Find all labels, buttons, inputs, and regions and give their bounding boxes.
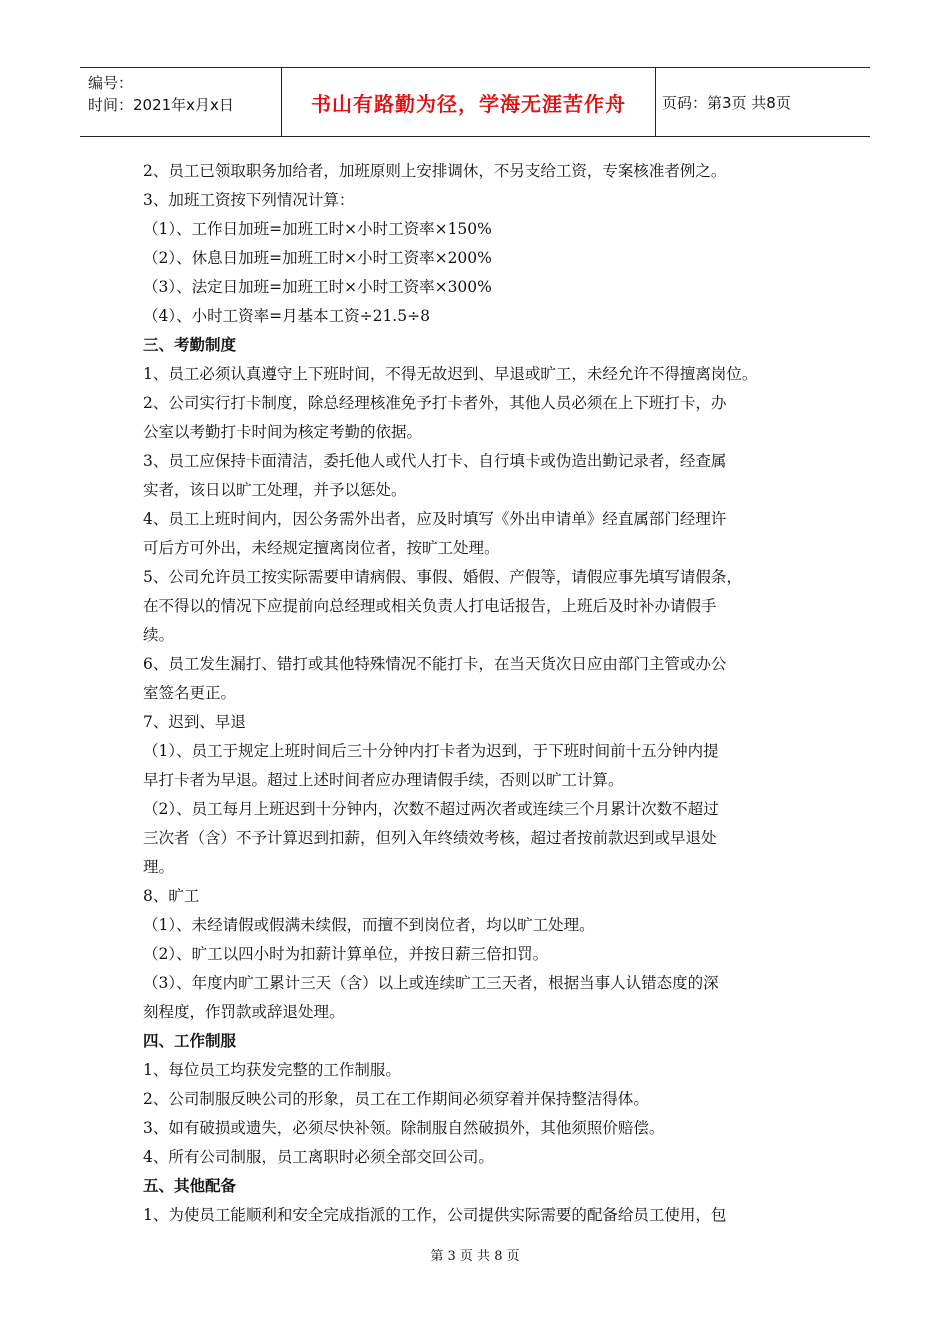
body-line: 早打卡者为早退。超过上述时间者应办理请假手续，否则以旷工计算。: [143, 771, 624, 789]
body-line: 公室以考勤打卡时间为核定考勤的依据。: [143, 423, 423, 441]
body-line: （1）、工作日加班=加班工时×小时工资率×150%: [143, 220, 492, 238]
body-line: 续。: [143, 626, 175, 644]
body-line: （2）、休息日加班=加班工时×小时工资率×200%: [143, 249, 492, 267]
body-line: 在不得以的情况下应提前向总经理或相关负责人打电话报告，上班后及时补办请假手: [143, 597, 717, 615]
body-line: （2）、员工每月上班迟到十分钟内，次数不超过两次者或连续三个月累计次数不超过: [143, 800, 719, 818]
document-body: [143, 157, 808, 1230]
body-line: 室签名更正。: [143, 684, 237, 702]
body-line: 可后方可外出，未经规定擅离岗位者，按旷工处理。: [143, 539, 500, 557]
section-heading: 五、其他配备: [143, 1177, 237, 1195]
body-line: 1、员工必须认真遵守上下班时间，不得无故迟到、早退或旷工，未经允许不得擅离岗位。: [143, 365, 758, 383]
body-line: 4、所有公司制服，员工离职时必须全部交回公司。: [143, 1148, 494, 1166]
body-line: 5、公司允许员工按实际需要申请病假、事假、婚假、产假等，请假应事先填写请假条，: [143, 568, 742, 586]
header-motto: 书山有路勤为径，学海无涯苦作舟: [311, 91, 626, 116]
body-line: 6、员工发生漏打、错打或其他特殊情况不能打卡，在当天货次日应由部门主管或办公: [143, 655, 727, 673]
body-line: 4、员工上班时间内，因公务需外出者，应及时填写《外出申请单》经直属部门经理许: [143, 510, 727, 528]
body-line: 实者，该日以旷工处理，并予以惩处。: [143, 481, 407, 499]
body-line: 2、公司实行打卡制度，除总经理核准免予打卡者外，其他人员必须在上下班打卡，办: [143, 394, 727, 412]
header-motto-cell: [282, 68, 656, 136]
body-line: 3、如有破损或遗失，必须尽快补领。除制服自然破损外，其他须照价赔偿。: [143, 1119, 665, 1137]
page-header: [80, 67, 870, 137]
header-page-cell: [656, 68, 870, 136]
body-line: 1、为使员工能顺利和安全完成指派的工作，公司提供实际需要的配备给员工使用，包: [143, 1206, 727, 1224]
body-line: 2、员工已领取职务加给者，加班原则上安排调休，不另支给工资，专案核准者例之。: [143, 162, 727, 180]
body-line: 2、公司制服反映公司的形象，员工在工作期间必须穿着并保持整洁得体。: [143, 1090, 649, 1108]
body-line: （3）、法定日加班=加班工时×小时工资率×300%: [143, 278, 492, 296]
document-date-label: 时间：2021年x月x日: [88, 96, 234, 114]
body-line: （3）、年度内旷工累计三天（含）以上或连续旷工三天者，根据当事人认错态度的深: [143, 974, 719, 992]
body-line: 理。: [143, 858, 175, 876]
body-line: 3、员工应保持卡面清洁，委托他人或代人打卡、自行填卡或伪造出勤记录者，经查属: [143, 452, 727, 470]
body-line: 三次者（含）不予计算迟到扣薪，但列入年终绩效考核，超过者按前款迟到或早退处: [143, 829, 717, 847]
body-line: 1、每位员工均获发完整的工作制服。: [143, 1061, 401, 1079]
body-line: 刻程度，作罚款或辞退处理。: [143, 1003, 345, 1021]
body-line: （4）、小时工资率=月基本工资÷21.5÷8: [143, 307, 430, 325]
body-line: （1）、未经请假或假满未续假，而擅不到岗位者，均以旷工处理。: [143, 916, 595, 934]
body-line: 8、旷工: [143, 887, 200, 905]
document-number-label: 编号：: [88, 74, 134, 92]
section-heading: 四、工作制服: [143, 1032, 237, 1050]
body-line: 7、迟到、早退: [143, 713, 246, 731]
page-footer: 第 3 页 共 8 页: [430, 1249, 520, 1264]
section-heading: 三、考勤制度: [143, 336, 237, 354]
body-line: （1）、员工于规定上班时间后三十分钟内打卡者为迟到，于下班时间前十五分钟内提: [143, 742, 719, 760]
body-line: 3、加班工资按下列情况计算：: [143, 191, 355, 209]
header-meta: [80, 68, 282, 136]
body-line: （2）、旷工以四小时为扣薪计算单位，并按日薪三倍扣罚。: [143, 945, 549, 963]
header-page-number: 页码：第3页 共8页: [662, 93, 791, 112]
